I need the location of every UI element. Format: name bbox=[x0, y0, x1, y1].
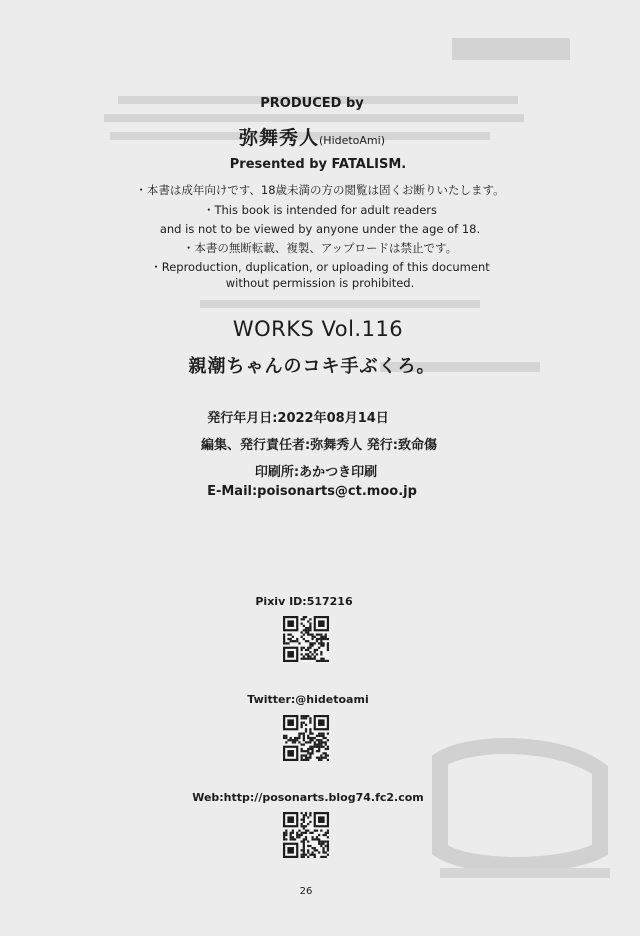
book-title: 親潮ちゃんのコキ手ぶくろ。 bbox=[188, 356, 436, 377]
notice-adult-en-1: ・This book is intended for adult readers bbox=[202, 203, 438, 217]
printer: 印刷所:あかつき印刷 bbox=[254, 465, 378, 480]
website-url: Web:http://posonarts.blog74.fc2.com bbox=[192, 791, 424, 804]
page-number: 26 bbox=[299, 886, 313, 897]
author-kanji: 弥舞秀人 bbox=[238, 127, 319, 149]
author-name bbox=[0, 123, 632, 150]
editor-publisher: 編集、発行責任者:弥舞秀人 発行:致命傷 bbox=[201, 438, 437, 453]
presented-by: Presented by FATALISM. bbox=[229, 157, 407, 172]
notice-adult-en-2: and is not to be viewed by anyone under the age of 18. bbox=[159, 222, 481, 236]
notice-adult-jp: ・本書は成年向けです、18歳未満の方の閲覧は固くお断りいたします。 bbox=[135, 183, 505, 197]
produced-by-label: PRODUCED by bbox=[260, 96, 364, 111]
notice-copy-jp: ・本書の無断転載、複製、アップロードは禁止です。 bbox=[182, 241, 458, 255]
publication-date: 発行年月日:2022年08月14日 bbox=[207, 411, 389, 426]
pixiv-qr-code bbox=[283, 616, 329, 662]
pixiv-id: Pixiv ID:517216 bbox=[255, 595, 353, 608]
website-qr-code bbox=[283, 812, 329, 858]
series-title: WORKS Vol.116 bbox=[232, 317, 404, 341]
twitter-handle: Twitter:@hidetoami bbox=[247, 693, 369, 706]
email: E-Mail:poisonarts@ct.moo.jp bbox=[207, 484, 417, 499]
author-romaji: (HidetoAmi) bbox=[319, 134, 385, 147]
notice-copy-en-1: ・Reproduction, duplication, or uploading of this document bbox=[150, 260, 490, 274]
twitter-qr-code bbox=[283, 715, 329, 761]
notice-copy-en-2: without permission is prohibited. bbox=[225, 276, 415, 290]
